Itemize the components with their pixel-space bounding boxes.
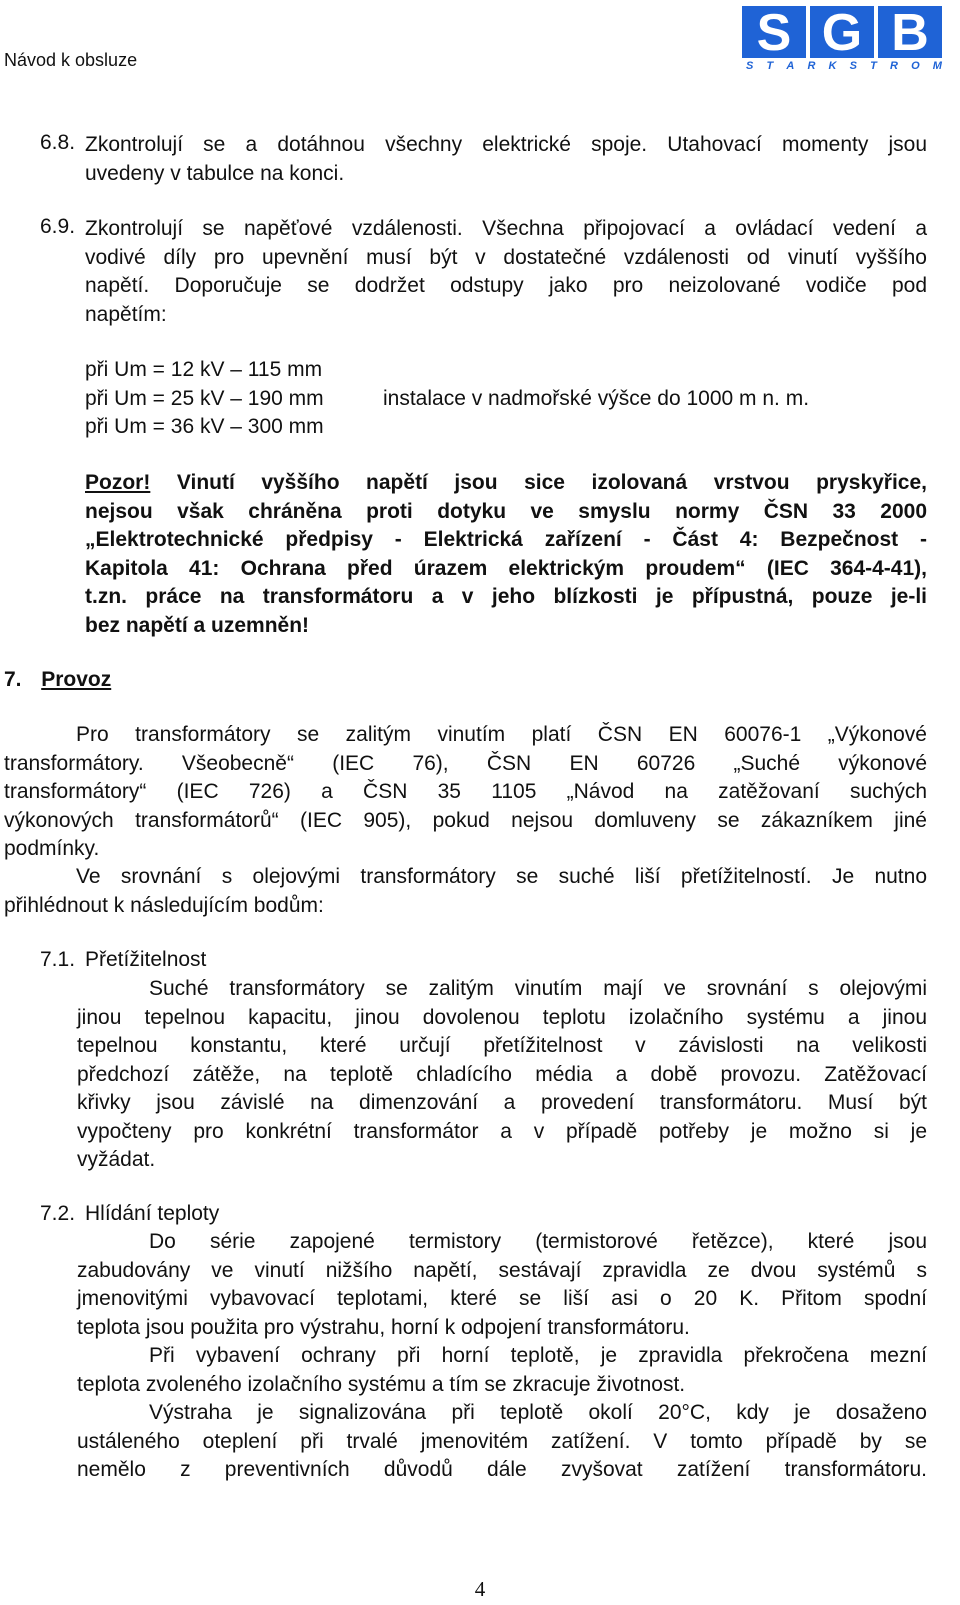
section-number: 7.1. [40, 948, 76, 971]
page-number: 4 [474, 1577, 486, 1601]
section-7-2-title: Hlídání teploty [85, 1202, 220, 1225]
warning-label: Pozor! [85, 471, 151, 494]
logo-subtitle: S T A R K S T R O M [746, 60, 942, 72]
distance-item: při Um = 12 kV – 115 mm [85, 358, 323, 381]
header-title: Návod k obsluze [4, 50, 138, 70]
altitude-note: instalace v nadmořské výšce do 1000 m n. m. [383, 387, 810, 410]
section-7-1-text: Suché transformátory se zalitým vinutím mají ve srovnání s olejovými jinou tepelnou kapacitu, jinou dovolenou teplotu izolačního systému a jinou tepelnou konstantu, které určují přetížitelnost v závislosti na velikosti předchozí zátěže, na teplotě chladícího média a době provozu. Zatěžovací křivky jsou závislé na dimenzování a provedení transformátoru. Musí být vypočteny pro konkrétní transformátor a v případě potřeby je možno si je vyžádat. [77, 977, 927, 1171]
section-7-title: Provoz [41, 668, 112, 691]
distance-item: při Um = 25 kV – 190 mm [85, 386, 324, 410]
logo-letter: S [742, 6, 806, 58]
warning-block: Pozor! Vinutí vyššího napětí jsou sice izolovaná vrstvou pryskyřice, nejsou však chráněna proti dotyku ve smyslu normy ČSN 33 2000 „Elektrotechnické předpisy - Elektrická zařízení - Část 4: Bezpečnost - Kapitola 41: Ochrana před úrazem elektrickým proudem“ (IEC 364-4-41), t.zn. práce na transformátoru a v jeho blízkosti je přípustná, pouze je-li bez napětí a uzemněn! [85, 471, 927, 637]
distance-item: při Um = 36 kV – 300 mm [85, 415, 324, 438]
logo-letter: G [810, 6, 874, 58]
section-6-9-text: Zkontrolují se napěťové vzdálenosti. Všechna připojovací a ovládací vedení a vodivé díly pro upevnění musí být v dostatečné vzdálenosti od vinutí vyššího napětí. Doporučuje se dodržet odstupy jako pro neizolované vodiče pod napětím: [85, 217, 927, 326]
logo-letter: B [878, 6, 942, 58]
section-number: 7.2. [40, 1202, 76, 1225]
section-number: 6.8. [40, 131, 76, 154]
section-7-heading: 7. Provoz [4, 668, 112, 691]
section-number: 6.9. [40, 215, 76, 238]
section-7-para2: Ve srovnání s olejovými transformátory se suché liší přetížitelností. Je nutno přihlédnout k následujícím bodům: [4, 865, 927, 917]
section-6-8-text: Zkontrolují se a dotáhnou všechny elektrické spoje. Utahovací momenty jsou uvedeny v tabulce na konci. [85, 133, 927, 185]
sgb-logo [742, 6, 946, 72]
section-7-2-text: Do série zapojené termistory (termistorové řetězce), které jsou zabudovány ve vinutí nižšího napětí, sestávají zpravidla ze dvou systémů s jmenovitými vybavovací teplotami, které se liší asi o 20 K. Přitom spodní teplota jsou použita pro výstrahu, horní k odpojení transformátoru. Při vybavení ochrany při horní teplotě, je zpravidla překročena mezní teplota zvoleného izolačního systému a tím se zkracuje životnost. Výstraha je signalizována při teplotě okolí 20°C, kdy je dosaženo ustáleného oteplení při trvalé jmenovitém zatížení. V tomto případě by se nemělo z preventivních důvodů dále zvyšovat zatížení transformátoru. [77, 1230, 927, 1481]
section-7-1-title: Přetížitelnost [85, 948, 207, 971]
section-7-para1: Pro transformátory se zalitým vinutím platí ČSN EN 60076-1 „Výkonové transformátory. Všeobecně“ (IEC 76), ČSN EN 60726 „Suché výkonové transformátory“ (IEC 726) a ČSN 35 1105 „Návod na zatěžovaní suchých výkonových transformátorů“ (IEC 905), pokud nejsou domluveny se zákazníkem jiné podmínky. [4, 723, 927, 860]
